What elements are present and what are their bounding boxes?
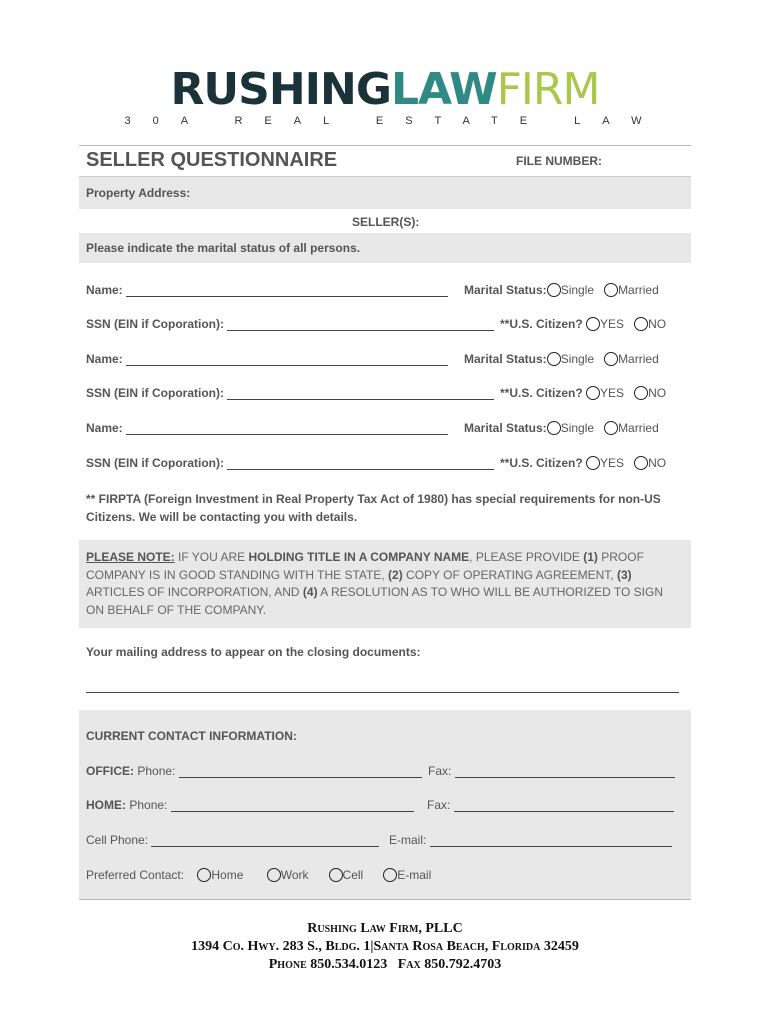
logo-firm: FIRM [496, 64, 600, 115]
firpta-note: ** FIRPTA (Foreign Investment in Real Property Tax Act of 1980) has special requirements for non-US Citizens. We will be contacting you with details. [86, 492, 661, 524]
single-option-label: Single [560, 352, 595, 366]
preferred-contact-group [86, 868, 431, 882]
ssn-field[interactable] [86, 456, 494, 470]
office-phone-field[interactable] [86, 764, 422, 778]
pref-work-label: Work [280, 868, 309, 882]
married-option-label: Married [618, 421, 659, 435]
pref-home-label: Home [211, 868, 244, 882]
firm-logo [0, 66, 770, 127]
seller-name-line[interactable] [126, 423, 448, 435]
note-number: (4) [302, 585, 318, 599]
note-lead: PLEASE NOTE: [86, 550, 175, 564]
marital-status-label: Marital Status: [464, 421, 547, 435]
note-number: (3) [616, 567, 632, 582]
single-radio[interactable] [547, 421, 561, 435]
citizen-yes-label: YES [600, 317, 625, 331]
home-phone-field[interactable] [86, 798, 414, 812]
seller-name-line[interactable] [126, 285, 448, 297]
home-phone-line[interactable] [171, 800, 414, 812]
cell-phone-label: Cell Phone: [86, 833, 149, 847]
footer-address: 1394 Co. Hwy. 283 S., Bldg. 1|Santa Rosa Beach, Florida 32459 [191, 939, 579, 954]
logo-law: LAW [390, 64, 497, 115]
note-text: PROOF COMPANY IS IN GOOD STANDING WITH THE STATE, [86, 550, 644, 582]
mailing-address-line[interactable] [86, 692, 679, 693]
pref-work-radio[interactable] [267, 868, 281, 882]
ssn-label: SSN (EIN if Coporation): [86, 317, 224, 331]
phone-label: Phone: [129, 798, 168, 812]
pref-home-radio[interactable] [197, 868, 211, 882]
seller-name-label: Name: [86, 352, 123, 366]
citizen-label: **U.S. Citizen? [500, 456, 583, 470]
note-number: (2) [388, 567, 403, 582]
header-divider [79, 145, 691, 146]
preferred-contact-label: Preferred Contact: [86, 868, 185, 882]
page-title: SELLER QUESTIONNAIRE [86, 149, 338, 171]
home-fax-line[interactable] [454, 800, 674, 812]
ssn-line[interactable] [227, 458, 494, 470]
ssn-line[interactable] [227, 388, 494, 400]
office-fax-line[interactable] [455, 766, 675, 778]
ssn-line[interactable] [227, 319, 494, 331]
ssn-label: SSN (EIN if Coporation): [86, 386, 224, 400]
single-option-label: Single [560, 421, 595, 435]
fax-label: Fax: [427, 798, 451, 812]
single-radio[interactable] [547, 352, 561, 366]
married-radio[interactable] [604, 283, 618, 297]
married-option-label: Married [618, 352, 659, 366]
footer [0, 920, 770, 974]
citizen-yes-label: YES [600, 456, 625, 470]
ssn-field[interactable] [86, 317, 494, 331]
note-text: ARTICLES OF INCORPORATION, AND [86, 585, 303, 599]
ssn-label: SSN (EIN if Coporation): [86, 456, 224, 470]
seller-name-field[interactable] [86, 283, 448, 297]
mailing-address-label: Your mailing address to appear on the closing documents: [86, 645, 421, 659]
married-radio[interactable] [604, 421, 618, 435]
pref-cell-radio[interactable] [329, 868, 343, 882]
note-number: (1) [583, 550, 598, 564]
note-text: IF YOU ARE [174, 550, 249, 564]
citizen-no-label: NO [648, 386, 667, 400]
fax-label: Fax: [428, 764, 452, 778]
contact-heading: CURRENT CONTACT INFORMATION: [86, 729, 297, 743]
citizen-no-radio[interactable] [634, 456, 648, 470]
citizen-yes-radio[interactable] [586, 386, 600, 400]
home-fax-field[interactable] [427, 798, 674, 812]
seller-name-field[interactable] [86, 352, 448, 366]
citizen-no-radio[interactable] [634, 317, 648, 331]
office-phone-line[interactable] [179, 766, 422, 778]
single-radio[interactable] [547, 283, 561, 297]
citizen-label: **U.S. Citizen? [500, 386, 583, 400]
pref-email-radio[interactable] [383, 868, 397, 882]
note-emphasis: HOLDING TITLE IN A COMPANY NAME [248, 550, 470, 564]
note-text: A RESOLUTION AS TO WHO WILL BE AUTHORIZED TO SIGN ON BEHALF OF THE COMPANY. [86, 585, 664, 617]
citizen-no-radio[interactable] [634, 386, 648, 400]
home-label: HOME: [86, 798, 126, 812]
seller-name-label: Name: [86, 421, 123, 435]
email-field[interactable] [389, 833, 672, 847]
office-fax-field[interactable] [428, 764, 675, 778]
seller-name-label: Name: [86, 283, 123, 297]
logo-rushing: RUSHING [170, 64, 391, 115]
cell-phone-field[interactable] [86, 833, 379, 847]
company-note [86, 549, 682, 619]
phone-label: Phone: [137, 764, 176, 778]
file-number-label: FILE NUMBER: [516, 154, 602, 168]
email-label: E-mail: [389, 833, 427, 847]
citizen-no-label: NO [648, 317, 667, 331]
single-option-label: Single [560, 283, 595, 297]
married-option-label: Married [618, 283, 659, 297]
office-label: OFFICE: [86, 764, 134, 778]
property-address-label: Property Address: [86, 186, 191, 200]
footer-phone-fax: Phone 850.534.0123 Fax 850.792.4703 [268, 957, 502, 972]
citizen-yes-label: YES [600, 386, 625, 400]
note-text: , PLEASE PROVIDE [469, 550, 584, 564]
marital-status-label: Marital Status: [464, 352, 547, 366]
marital-status-label: Marital Status: [464, 283, 547, 297]
citizen-yes-radio[interactable] [586, 317, 600, 331]
cell-phone-line[interactable] [151, 835, 379, 847]
pref-cell-label: Cell [342, 868, 364, 882]
seller-name-field[interactable] [86, 421, 448, 435]
seller-name-line[interactable] [126, 354, 448, 366]
ssn-field[interactable] [86, 386, 494, 400]
marital-prompt: Please indicate the marital status of all persons. [86, 241, 361, 255]
logo-tagline: 30A REAL ESTATE LAW [124, 115, 664, 127]
married-radio[interactable] [604, 352, 618, 366]
citizen-yes-radio[interactable] [586, 456, 600, 470]
citizen-no-label: NO [648, 456, 667, 470]
note-text: COPY OF OPERATING AGREEMENT, [402, 567, 617, 582]
sellers-label: SELLER(S): [352, 215, 420, 229]
email-line[interactable] [430, 835, 672, 847]
pref-email-label: E-mail [397, 868, 432, 882]
footer-firm-name: Rushing Law Firm, PLLC [307, 921, 463, 936]
citizen-label: **U.S. Citizen? [500, 317, 583, 331]
